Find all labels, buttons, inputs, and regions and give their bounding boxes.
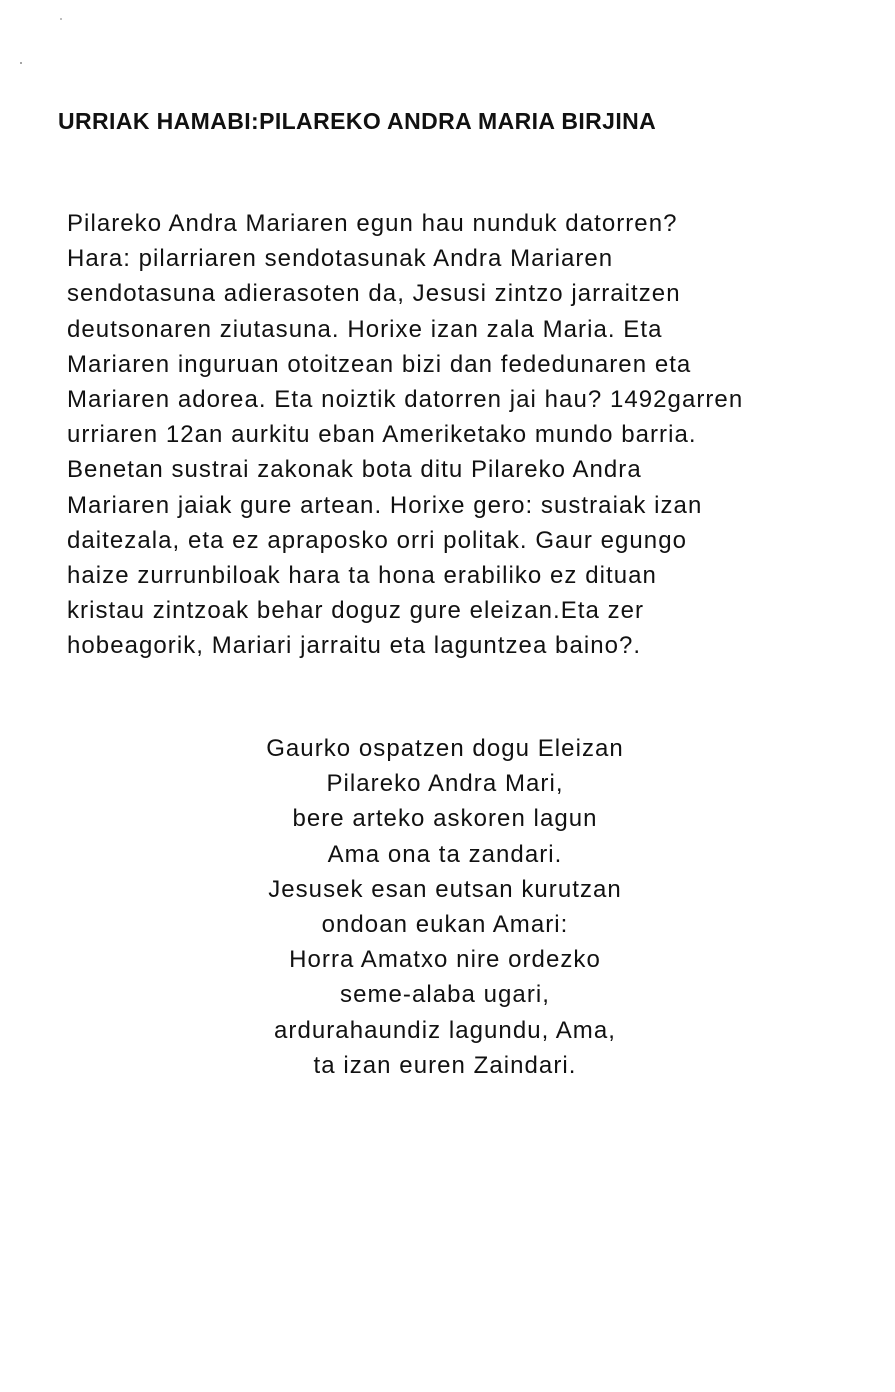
scan-speck — [60, 18, 62, 20]
body-paragraph — [67, 206, 867, 664]
poem-stanza — [0, 731, 890, 1083]
poem-line: ta izan euren Zaindari. — [313, 1051, 577, 1079]
paragraph-line: sendotasuna adierasoten da, Jesusi zintzo jarraitzen — [67, 280, 681, 308]
paragraph-line: Hara: pilarriaren sendotasunak Andra Mariaren — [67, 245, 614, 273]
poem-line: ondoan eukan Amari: — [321, 911, 569, 939]
paragraph-line: Mariaren jaiak gure artean. Horixe gero: sustraiak izan — [67, 491, 703, 519]
paragraph-line: Mariaren adorea. Eta noiztik datorren jai hau? 1492garren — [67, 386, 744, 414]
poem-line: Jesusek esan eutsan kurutzan — [268, 875, 622, 903]
poem-line: bere arteko askoren lagun — [292, 805, 598, 833]
document-title: URRIAK HAMABI:PILAREKO ANDRA MARIA BIRJINA — [58, 108, 657, 134]
paragraph-line: haize zurrunbiloak hara ta hona erabiliko ez dituan — [67, 562, 657, 590]
poem-line: seme-alaba ugari, — [340, 981, 550, 1009]
paragraph-line: hobeagorik, Mariari jarraitu eta laguntzea baino?. — [67, 632, 642, 660]
paragraph-line: Benetan sustrai zakonak bota ditu Pilareko Andra — [67, 456, 642, 484]
paragraph-line: deutsonaren ziutasuna. Horixe izan zala Maria. Eta — [67, 315, 663, 343]
poem-line: Horra Amatxo nire ordezko — [289, 946, 601, 974]
paragraph-line: Mariaren inguruan otoitzean bizi dan fededunaren eta — [67, 350, 692, 378]
scan-speck — [20, 62, 22, 64]
paragraph-line: urriaren 12an aurkitu eban Ameriketako mundo barria. — [67, 421, 697, 449]
paragraph-line: daitezala, eta ez apraposko orri politak. Gaur egungo — [67, 526, 688, 554]
paragraph-line: kristau zintzoak behar doguz gure eleizan.Eta zer — [67, 597, 645, 625]
poem-line: Gaurko ospatzen dogu Eleizan — [266, 735, 624, 762]
poem-line: ardurahaundiz lagundu, Ama, — [274, 1016, 616, 1044]
poem-line: Pilareko Andra Mari, — [326, 770, 564, 798]
paragraph-line: Pilareko Andra Mariaren egun hau nunduk datorren? — [67, 210, 678, 237]
poem-line: Ama ona ta zandari. — [327, 840, 563, 868]
